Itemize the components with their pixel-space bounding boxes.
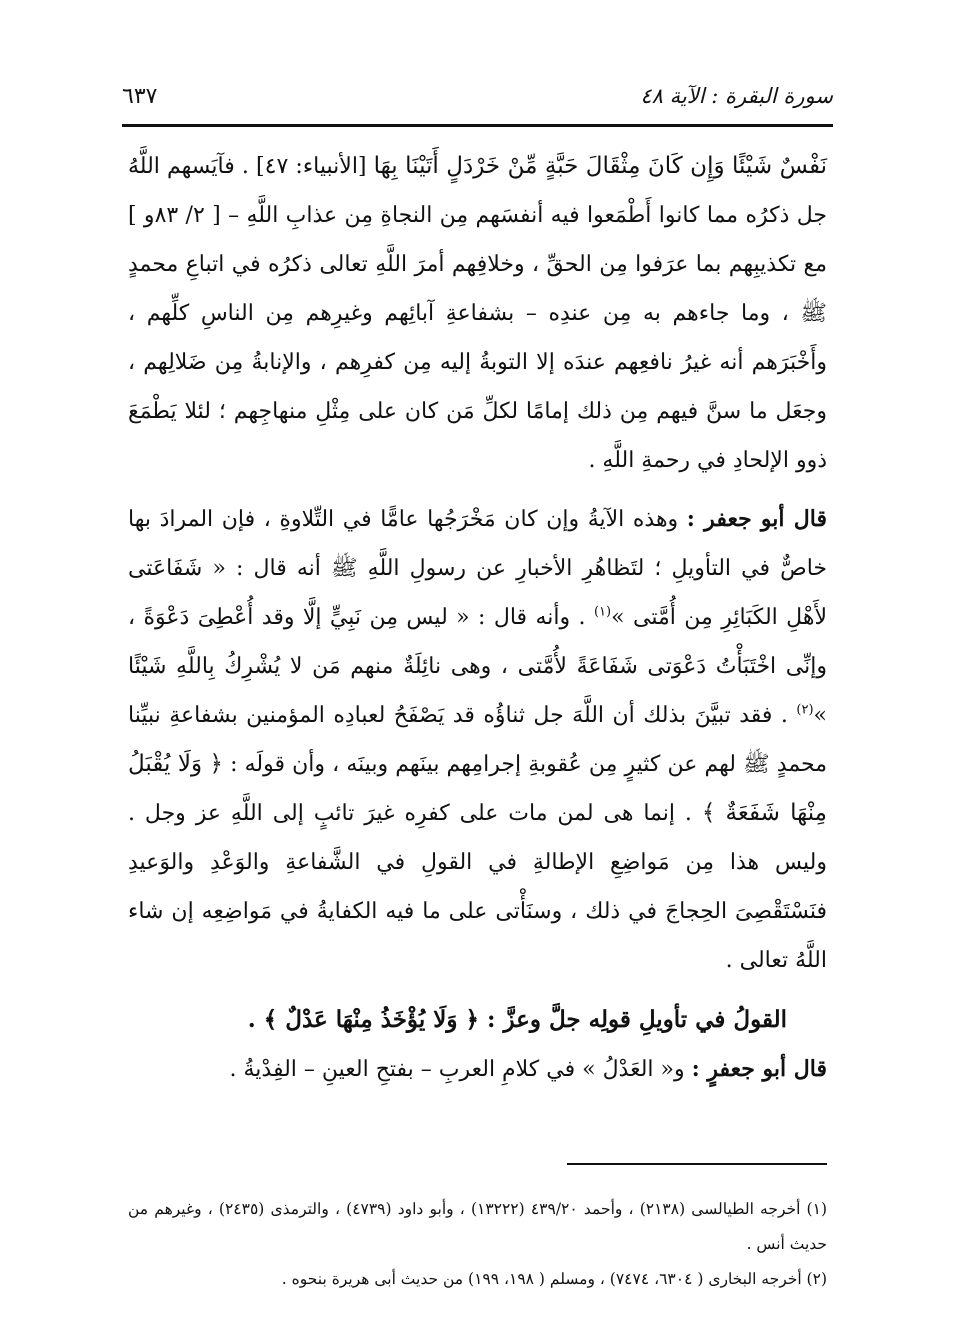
footnote-1: (١) أخرجه الطيالسى (٢١٣٨) ، وأحمد ٤٣٩/٢٠ (١٣٢٢٢) ، وأبو داود (٤٧٣٩) ، والترمذى (٢٤٣٥) ، وغيرهم من حديث أنس . [128, 1200, 827, 1253]
verse-reference: [الأنبياء: ٤٧] . [241, 154, 367, 179]
paragraph-2-text-d: . إنما هى لمن مات على كفرِه غيرَ تائبٍ إلى اللَّهِ عز وجل . وليس هذا مِن مَواضِعِ الإطالةِ في القولِ في الشَّفاعةِ والوَعْدِ والوَعيدِ فنَسْتَقْصِىَ الحِجاجَ في ذلك ، وسنَأْتى على ما فيه الكفايةُ في مَواضِعِه إن شاء اللَّهُ تعالى . [128, 801, 827, 973]
page-number: ٦٣٧ [122, 83, 158, 109]
speaker-label: قال أبو جعفرٍ : [691, 1056, 827, 1082]
quran-quote: ﴿ وَلَا يُقْبَلُ مِنْهَا شَفَعَةٌ ﴾ [128, 751, 827, 826]
paragraph-2 [128, 495, 827, 985]
paragraph-2-text-c: . فقد تبيَّنَ بذلك أن اللَّهَ جل ثناؤُه قد يَصْفَحُ لعبادِه المؤمنين بشفاعةِ نبيِّنا محمدٍ ﷺ لهم عن كثيرٍ مِن عُقوبةِ إجرامِهم بينَهم وبينَه ، وأن قولَه : [128, 703, 828, 777]
quran-verse: نَفْسٌ شَيْئًا وَإِن كَانَ مِثْقَالَ حَبَّةٍ مِّنْ خَرْدَلٍ أَتَيْنَا بِهَا [373, 153, 827, 179]
page-header [122, 76, 833, 116]
paragraph-1-text: فآيَسهم اللَّهُ جل ذكرُه مما كانوا أَطْمَعوا فيه أنفسَهم مِن النجاةِ مِن عذابِ اللَّهِ – [ ٢/ ٨٣و ] مع تكذيبِهم بما عرَفوا مِن الحقِّ ، وخلافِهم أمرَ اللَّهِ تعالى ذكرُه في اتباعِ محمدٍ ﷺ ، وما جاءهم به مِن عندِه – بشفاعةِ آبائِهم وغيرِهم مِن الناسِ كلِّهم ، وأَخْبَرَهم أنه غيرُ نافعِهم عندَه إلا التوبةُ إليه مِن كفرِهم ، والإنابةُ مِن ضَلالِهم ، وجعَل ما سنَّ فيهم مِن ذلك إمامًا لكلِّ مَن كان على مِثْلِ منهاجِهم ؛ لئلا يَطْمَعَ ذوو الإلحادِ في رحمةِ اللَّهِ . [128, 154, 827, 473]
section-heading-quran: ﴿ وَلَا يُؤْخَذُ مِنْهَا عَدْلٌ ﴾ [263, 1006, 479, 1033]
paragraph-2-text-b: . وأنه قال : « ليس مِن نَبِيٍّ إلَّا وقد أُعْطِىَ دَعْوَةً ، وإنِّى اخْتَبَأْتُ دَعْوَتى شَفَاعَةً لأُمَّتى ، وهى نائِلَةٌ منهم مَن لا يُشْرِكُ بِاللَّهِ شَيْئًا » [128, 605, 827, 728]
paragraph-3 [128, 1045, 827, 1094]
footnotes [128, 1192, 827, 1297]
section-heading [128, 995, 827, 1045]
section-heading-text: القولُ في تأويلِ قولِه جلَّ وعزَّ : [486, 1006, 787, 1033]
header-rule [122, 124, 833, 127]
paragraph-3-text: و« العَدْلُ » في كلامِ العربِ – بفتحِ العينِ – الفِدْيةُ . [229, 1057, 685, 1082]
paragraph-1 [128, 142, 827, 485]
main-text [128, 142, 827, 1094]
footnote-ref-1: (١) [593, 604, 612, 620]
footnote-2: (٢) أخرجه البخارى ( ٦٣٠٤، ٧٤٧٤) ، ومسلم ( ١٩٨، ١٩٩) من حديث أبى هريرة بنحوه . [281, 1270, 827, 1288]
section-heading-tail: . [247, 1006, 256, 1033]
speaker-label: قال أبو جعفر : [686, 506, 827, 532]
footnote-ref-2: (٢) [796, 702, 814, 718]
running-title: سورة البقرة : الآية ٤٨ [640, 84, 833, 108]
paragraph-2-text-a: وهذه الآيةُ وإن كان مَخْرَجُها عامًّا في التِّلاوةِ ، فإن المرادَ بها خاصٌّ في التأويلِ ؛ لتَظاهُرِ الأخبارِ عن رسولِ اللَّهِ ﷺ أنه قال : « شَفَاعَتى لأَهْلِ الكَبَائِرِ مِن أُمَّتى » [128, 507, 827, 630]
footnote-rule [567, 1163, 827, 1165]
